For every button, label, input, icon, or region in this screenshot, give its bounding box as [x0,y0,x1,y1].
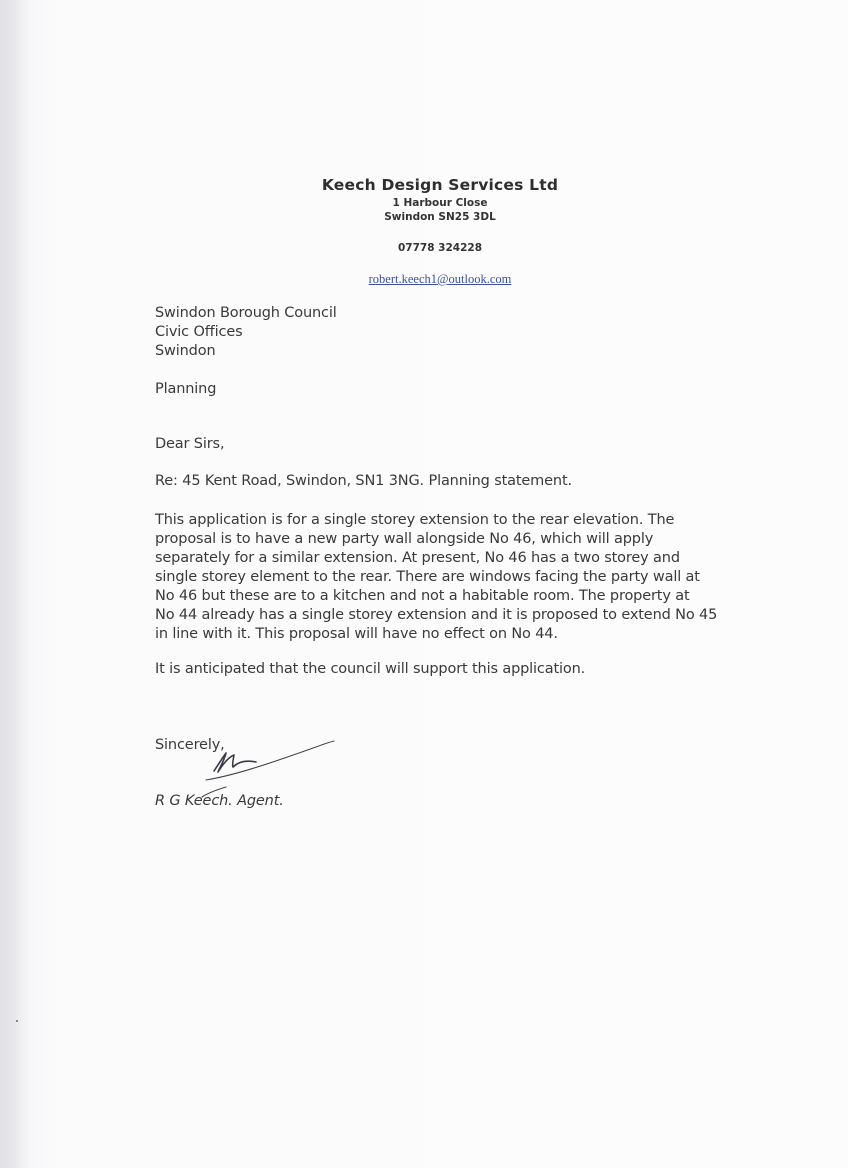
body-line: This application is for a single storey extension to the rear elevation. The [155,512,675,528]
department: Planning [155,381,217,397]
scan-edge-shadow [0,0,30,1168]
recipient-line2: Civic Offices [155,324,243,340]
body-line: No 44 already has a single storey extension and it is proposed to extend No 45 [155,607,718,623]
recipient-line1: Swindon Borough Council [155,305,337,321]
body-line: No 46 but these are to a kitchen and not a habitable room. The property at [155,588,690,604]
valediction: Sincerely, [155,737,225,753]
body-line: proposal is to have a new party wall alongside No 46, which will apply [155,531,654,547]
closing-paragraph: It is anticipated that the council will support this application. [155,661,586,677]
company-address-line1: 1 Harbour Close [392,197,488,209]
body-line: in line with it. This proposal will have no effect on No 44. [155,626,558,642]
company-phone: 07778 324228 [397,242,483,254]
handwritten-signature [196,735,341,800]
salutation: Dear Sirs, [155,436,225,452]
company-email-link[interactable]: robert.keech1@outlook.com [368,272,512,286]
scan-speck [16,1020,18,1022]
subject-line: Re: 45 Kent Road, Swindon, SN1 3NG. Planning statement. [155,473,572,489]
body-line: single storey element to the rear. There are windows facing the party wall at [155,569,700,585]
company-address-line2: Swindon SN25 3DL [384,211,496,223]
recipient-line3: Swindon [155,343,216,359]
signoff: R G Keech. Agent. [155,793,284,809]
company-name: Keech Design Services Ltd [321,176,559,194]
body-line: separately for a similar extension. At present, No 46 has a two storey and [155,550,680,566]
body-paragraph [155,511,745,644]
